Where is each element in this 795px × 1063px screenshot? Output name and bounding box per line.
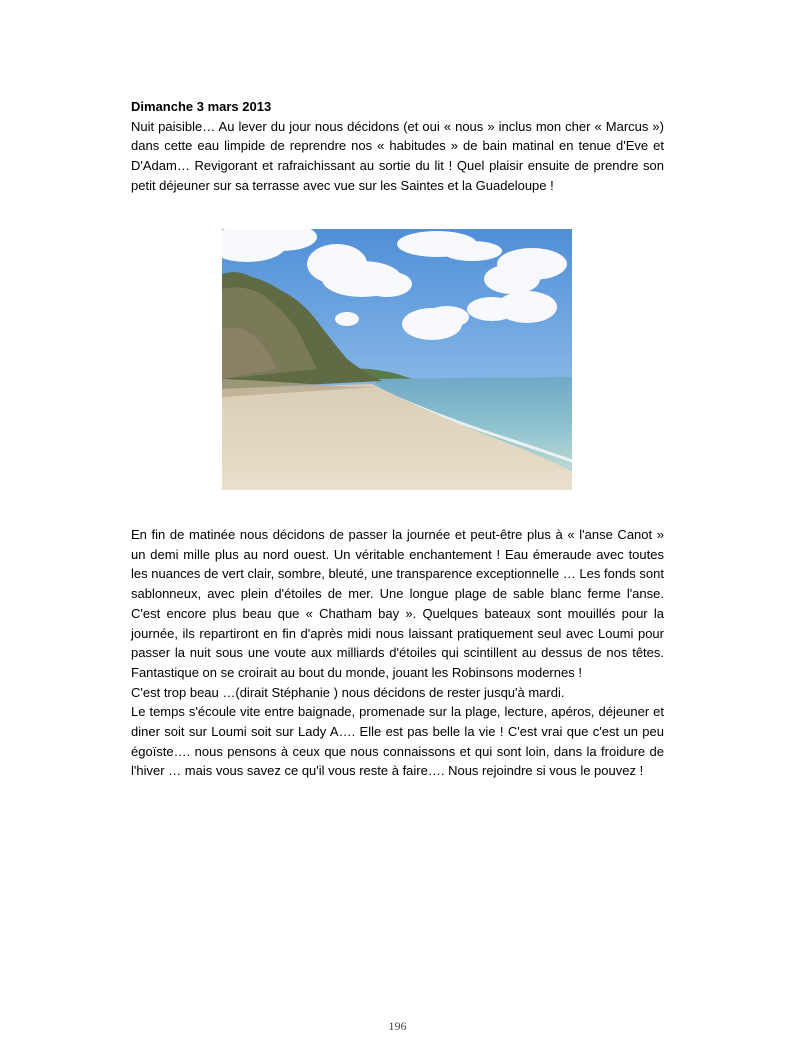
page-number: 196 <box>388 1019 407 1033</box>
paragraph-morning: Nuit paisible… Au lever du jour nous décidons (et oui « nous » inclus mon cher « Marcus ») dans cette eau limpide de reprendre nos « habitudes » de bain matinal en tenue d'Eve et D'Adam… Revigorant et rafraichissant au sortie du lit ! Quel plaisir ensuite de prendre son petit déjeuner sur sa terrasse avec vue sur les Saintes et la Guadeloupe ! <box>131 118 664 193</box>
intro-section <box>131 97 664 196</box>
paragraph-anse-canot: En fin de matinée nous décidons de passer la journée et peut-être plus à « l'anse Canot » un demi mille plus au nord ouest. Un véritable enchantement ! Eau émeraude avec toutes les nuances de vert clair, sombre, bleuté, une transparence exceptionnelle … Les fonds sont sablonneux, avec plein d'étoiles de mer. Une longue plage de sable blanc ferme l'anse. C'est encore plus beau que « Chatham bay ». Quelques bateaux sont mouillés pour la journée, ils repartiront en fin d'après midi nous laissant pratiquement seul avec Loumi pour passer la nuit sous une voute aux milliards d'étoiles qui scintillent au dessus de nos têtes. Fantastique on se croirait au bout du monde, jouant les Robinsons modernes ! <box>131 527 664 680</box>
beach-photo <box>222 229 572 490</box>
afternoon-section <box>131 525 664 781</box>
paragraph-trop-beau: C'est trop beau …(dirait Stéphanie ) nous décidons de rester jusqu'à mardi. <box>131 684 565 700</box>
paragraph-temps: Le temps s'écoule vite entre baignade, promenade sur la plage, lecture, apéros, déjeuner et diner soit sur Loumi soit sur Lady A…. Elle est pas belle la vie ! C'est vrai que c'est un peu égoïste…. nous pensons à ceux que nous connaissons et qui sont loin, dans la froidure de l'hiver … mais vous savez ce qu'il vous reste à faire…. Nous rejoindre si vous le pouvez ! <box>131 704 664 779</box>
entry-heading: Dimanche 3 mars 2013 <box>131 99 272 114</box>
